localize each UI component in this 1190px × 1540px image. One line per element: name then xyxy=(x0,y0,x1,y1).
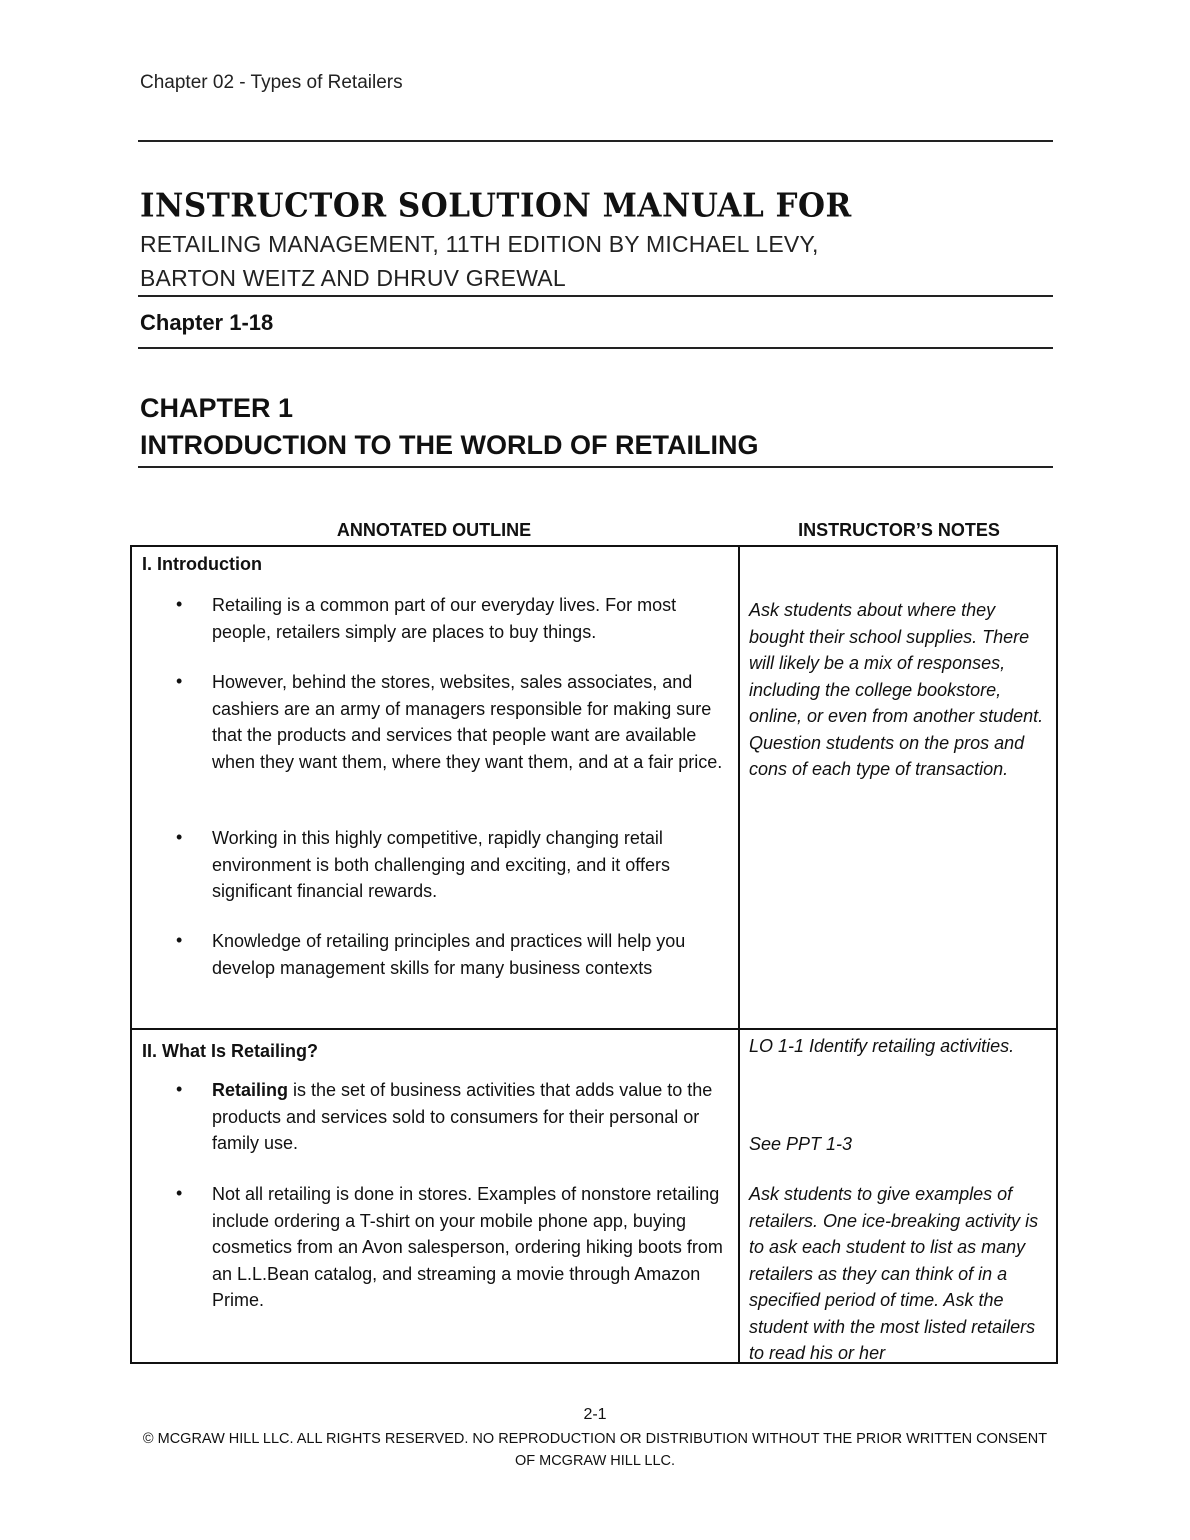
bullet-icon: • xyxy=(176,671,183,691)
book-title-line-2: BARTON WEITZ AND DHRUV GREWAL xyxy=(140,265,566,291)
chapter-range-divider xyxy=(138,347,1053,349)
book-title-line-1: RETAILING MANAGEMENT, 11TH EDITION BY MICHAEL LEVY, xyxy=(140,231,819,257)
outline-bullet: Retailing is a common part of our everyday lives. For most people, retailers simply are places to buy things. xyxy=(212,595,677,642)
retailing-definition: is the set of business activities that adds value to the products and services sold to consumers for their personal or family use. xyxy=(212,1080,713,1153)
instructor-note: Ask students to give examples of retailers. One ice-breaking activity is to ask each student to list as many retailers as they can think of in a specified period of time. Ask the student with the most listed retailers to read his or her xyxy=(749,1184,1039,1363)
bullet-icon: • xyxy=(176,1079,183,1099)
bullet-icon: • xyxy=(176,594,183,614)
table-row-divider xyxy=(130,1028,1058,1030)
learning-objective-note: LO 1-1 Identify retailing activities. xyxy=(749,1036,1015,1056)
section-heading-introduction: I. Introduction xyxy=(142,554,262,574)
chapter-number: CHAPTER 1 xyxy=(140,393,294,423)
instructor-note: Ask students about where they bought their school supplies. There will likely be a mix of responses, including the college bookstore, online, or even from another student. Question students on the pros and cons of each type of transaction. xyxy=(749,600,1044,779)
manual-title: INSTRUCTOR SOLUTION MANUAL FOR xyxy=(140,187,852,225)
outline-bullet: Not all retailing is done in stores. Examples of nonstore retailing include ordering a T-shirt on your mobile phone app, buying cosmetics from an Avon salesperson, ordering hiking boots from an L.L.Bean catalog, and streaming a movie through Amazon Prime. xyxy=(212,1184,723,1310)
section-heading-what-is-retailing: II. What Is Retailing? xyxy=(142,1041,319,1061)
table-column-divider xyxy=(738,545,740,1364)
running-header: Chapter 02 - Types of Retailers xyxy=(140,72,403,93)
chapter-title: INTRODUCTION TO THE WORLD OF RETAILING xyxy=(140,430,759,460)
bullet-icon: • xyxy=(176,1183,183,1203)
copyright-notice: © MCGRAW HILL LLC. ALL RIGHTS RESERVED. NO REPRODUCTION OR DISTRIBUTION WITHOUT THE PRIOR WRITTEN CONSENT OF MCGRAW HILL LLC. xyxy=(142,1431,1048,1469)
chapter-range: Chapter 1-18 xyxy=(140,310,274,335)
notes-column-header: INSTRUCTOR’S NOTES xyxy=(798,520,1000,540)
bullet-icon: • xyxy=(176,930,183,950)
retailing-term: Retailing xyxy=(212,1080,289,1100)
header-divider xyxy=(138,140,1053,142)
ppt-reference-note: See PPT 1-3 xyxy=(749,1134,853,1154)
outline-bullet: Knowledge of retailing principles and practices will help you develop management skills for many business contexts xyxy=(212,931,686,978)
page-number: 2-1 xyxy=(583,1406,607,1423)
outline-column-header: ANNOTATED OUTLINE xyxy=(336,520,532,540)
bullet-icon: • xyxy=(176,827,183,847)
outline-bullet xyxy=(212,1077,724,1157)
outline-bullet: Working in this highly competitive, rapidly changing retail environment is both challenging and exciting, and it offers significant financial rewards. xyxy=(212,828,670,901)
title-divider xyxy=(138,295,1053,297)
outline-bullet: However, behind the stores, websites, sales associates, and cashiers are an army of managers responsible for making sure that the products and services that people want are available when they want them, where they want them, and at a fair price. xyxy=(212,672,723,772)
chapter-divider xyxy=(138,466,1053,468)
